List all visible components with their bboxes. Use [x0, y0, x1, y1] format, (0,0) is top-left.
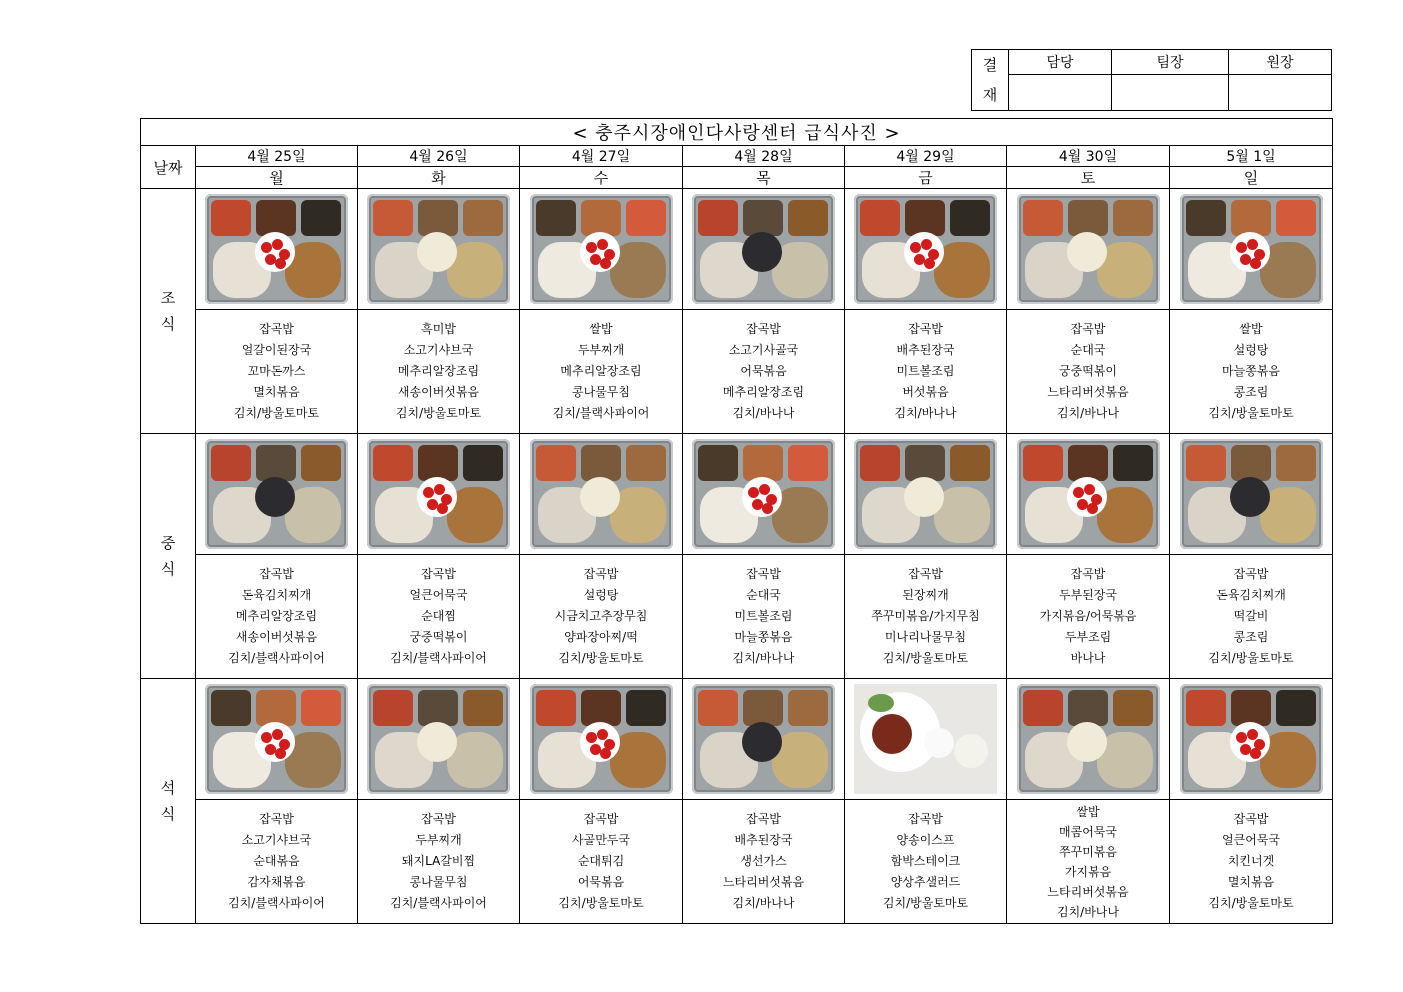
menu-item: 흑미밥	[421, 322, 456, 336]
menu-item: 김치/바나나	[1056, 904, 1119, 919]
menu-item: 쌀밥	[589, 322, 613, 336]
meal-photo-cell	[1007, 189, 1170, 310]
menu-item: 가지볶음/어묵볶음	[1039, 609, 1137, 623]
meal-photo	[367, 194, 510, 304]
menu-item: 어묵볶음	[577, 875, 625, 889]
meal-menu-cell	[358, 310, 520, 434]
approval-side-label	[972, 50, 1009, 111]
menu-item: 떡갈비	[1233, 609, 1269, 623]
menu-item: 김치/방울토마토	[1208, 896, 1294, 910]
meal-photo	[367, 684, 510, 794]
meal-photo-cell	[1170, 434, 1333, 555]
menu-item: 마늘쫑볶음	[734, 630, 793, 644]
menu-item: 콩조림	[1233, 385, 1269, 399]
menu-item: 가지볶음	[1064, 864, 1112, 879]
menu-item: 잡곡밥	[746, 322, 781, 336]
day-date: 4월 29일	[845, 146, 1007, 167]
approval-sign-manager	[1009, 75, 1112, 111]
menu-item: 김치/방울토마토	[558, 896, 644, 910]
meal-photo	[205, 684, 348, 794]
menu-item: 두부찌개	[415, 833, 462, 847]
meal-photo-cell	[196, 434, 358, 555]
menu-item: 김치/바나나	[1056, 406, 1119, 420]
menu-item: 미트볼조림	[896, 364, 955, 378]
meal-photo-table	[140, 118, 1333, 924]
menu-item: 시금치고추장무침	[554, 609, 648, 623]
menu-item: 잡곡밥	[1070, 567, 1106, 581]
menu-item: 잡곡밥	[259, 567, 294, 581]
approval-box	[971, 49, 1332, 111]
menu-item: 순대튀김	[577, 854, 625, 868]
menu-item: 잡곡밥	[259, 322, 294, 336]
meal-photo	[854, 684, 997, 794]
meal-menu-cell	[683, 555, 845, 679]
menu-item: 매콤어묵국	[1059, 824, 1117, 839]
meal-menu-cell	[845, 800, 1007, 924]
menu-item: 어묵볶음	[740, 364, 787, 378]
menu-item: 김치/블랙사파이어	[228, 896, 325, 910]
menu-item: 양상추샐러드	[890, 875, 961, 889]
menu-item: 버섯볶음	[902, 385, 949, 399]
meal-photo-cell	[845, 434, 1007, 555]
day-of-week: 수	[520, 167, 683, 189]
meal-photo	[1017, 439, 1160, 549]
meal-photo	[1180, 439, 1323, 549]
meal-photo	[692, 194, 835, 304]
menu-item: 멸치볶음	[253, 385, 300, 399]
menu-item: 양송이스프	[896, 833, 955, 847]
meal-photo-cell	[1170, 679, 1333, 800]
menu-item: 김치/방울토마토	[395, 406, 482, 420]
day-of-week: 토	[1007, 167, 1170, 189]
meal-menu-cell	[683, 310, 845, 434]
menu-item: 새송이버섯볶음	[397, 385, 480, 399]
meal-label-char-2: 식	[160, 560, 176, 578]
menu-item: 설렁탕	[1233, 343, 1269, 357]
meal-photo	[1017, 194, 1160, 304]
menu-item: 된장찌개	[902, 588, 949, 602]
day-date: 4월 25일	[196, 146, 358, 167]
menu-item: 돈육김치찌개	[241, 588, 312, 602]
meal-menu-cell	[520, 310, 683, 434]
meal-label-char-1: 중	[160, 534, 176, 552]
menu-item: 잡곡밥	[583, 567, 619, 581]
menu-item: 생선가스	[740, 854, 787, 868]
menu-item: 새송이버섯볶음	[235, 630, 318, 644]
approval-sign-director	[1229, 75, 1332, 111]
meal-photo-cell	[845, 189, 1007, 310]
meal-menu-cell	[1170, 555, 1333, 679]
meal-photo-cell	[520, 679, 683, 800]
day-date: 4월 30일	[1007, 146, 1170, 167]
meal-photo-cell	[196, 189, 358, 310]
meal-menu-cell	[358, 555, 520, 679]
menu-item: 순대볶음	[253, 854, 300, 868]
menu-item: 멸치볶음	[1227, 875, 1275, 889]
meal-menu-cell	[358, 800, 520, 924]
menu-item: 김치/블랙사파이어	[228, 651, 325, 665]
day-date: 4월 26일	[358, 146, 520, 167]
meal-menu-cell	[196, 555, 358, 679]
menu-item: 김치/방울토마토	[1208, 406, 1294, 420]
menu-item: 순대국	[746, 588, 781, 602]
approval-header-team-lead: 팀장	[1112, 50, 1229, 75]
meal-photo	[854, 194, 997, 304]
approval-side-label-1: 결	[982, 56, 998, 74]
menu-item: 미나리나물무침	[884, 630, 967, 644]
meal-photo	[530, 439, 673, 549]
menu-item: 잡곡밥	[1233, 812, 1269, 826]
menu-item: 잡곡밥	[908, 812, 943, 826]
meal-photo-cell	[683, 679, 845, 800]
meal-label-char-1: 조	[160, 289, 176, 307]
menu-item: 미트볼조림	[734, 609, 793, 623]
approval-header-director: 원장	[1229, 50, 1332, 75]
meal-photo-cell	[358, 434, 520, 555]
meal-menu-cell	[1170, 310, 1333, 434]
menu-item: 느타리버섯볶음	[1047, 884, 1129, 899]
date-label: 날짜	[141, 146, 196, 189]
menu-item: 김치/방울토마토	[882, 896, 969, 910]
menu-item: 메추리알장조림	[235, 609, 318, 623]
menu-item: 잡곡밥	[908, 567, 943, 581]
meal-menu-cell	[845, 310, 1007, 434]
menu-item: 김치/바나나	[732, 896, 795, 910]
menu-item: 쭈꾸미볶음/가지무침	[871, 609, 980, 623]
meal-label-char-2: 식	[160, 805, 176, 823]
meal-menu-cell	[196, 800, 358, 924]
menu-item: 쭈꾸미볶음	[1059, 844, 1117, 859]
menu-item: 치킨너겟	[1227, 854, 1275, 868]
meal-photo-cell	[845, 679, 1007, 800]
menu-item: 메추리알장조림	[397, 364, 480, 378]
meal-photo-cell	[520, 189, 683, 310]
meal-photo-cell	[520, 434, 683, 555]
meal-menu-cell	[520, 555, 683, 679]
menu-item: 양파장아찌/떡	[564, 630, 638, 644]
meal-photo	[530, 684, 673, 794]
menu-item: 김치/바나나	[732, 651, 795, 665]
menu-item: 감자채볶음	[247, 875, 306, 889]
menu-item: 마늘쫑볶음	[1222, 364, 1280, 378]
menu-item: 순대국	[1070, 343, 1106, 357]
day-of-week: 월	[196, 167, 358, 189]
meal-menu-cell	[196, 310, 358, 434]
menu-item: 느타리버섯볶음	[1047, 385, 1129, 399]
meal-label-char-1: 석	[160, 779, 176, 797]
meal-photo-cell	[1007, 679, 1170, 800]
menu-item: 얼큰어묵국	[1222, 833, 1280, 847]
meal-label	[141, 679, 196, 924]
meal-photo	[205, 439, 348, 549]
menu-item: 잡곡밥	[259, 812, 294, 826]
meal-menu-cell	[520, 800, 683, 924]
menu-item: 얼갈이된장국	[241, 343, 312, 357]
meal-menu-cell	[1007, 800, 1170, 924]
meal-photo	[1180, 684, 1323, 794]
day-of-week: 일	[1170, 167, 1333, 189]
menu-item: 김치/방울토마토	[882, 651, 969, 665]
menu-item: 잡곡밥	[746, 567, 781, 581]
menu-item: 궁중떡볶이	[409, 630, 468, 644]
menu-item: 두부된장국	[1059, 588, 1117, 602]
meal-photo	[1180, 194, 1323, 304]
meal-photo-cell	[358, 189, 520, 310]
menu-item: 잡곡밥	[583, 812, 619, 826]
menu-item: 쌀밥	[1076, 804, 1100, 819]
menu-item: 돈육김치찌개	[1216, 588, 1286, 602]
menu-item: 잡곡밥	[421, 567, 456, 581]
menu-item: 두부찌개	[577, 343, 625, 357]
day-date: 4월 28일	[683, 146, 845, 167]
menu-item: 잡곡밥	[746, 812, 781, 826]
menu-item: 잡곡밥	[1070, 322, 1106, 336]
meal-photo-cell	[1170, 189, 1333, 310]
menu-item: 김치/블랙사파이어	[390, 896, 487, 910]
menu-item: 순대찜	[421, 609, 456, 623]
menu-item: 잡곡밥	[1233, 567, 1269, 581]
menu-item: 배추된장국	[734, 833, 793, 847]
menu-item: 함박스테이크	[890, 854, 961, 868]
menu-item: 배추된장국	[896, 343, 955, 357]
menu-item: 메추리알장조림	[722, 385, 805, 399]
menu-item: 설렁탕	[583, 588, 619, 602]
meal-photo	[1017, 684, 1160, 794]
meal-menu-cell	[1170, 800, 1333, 924]
meal-photo-cell	[196, 679, 358, 800]
meal-menu-cell	[683, 800, 845, 924]
menu-item: 소고기샤브국	[403, 343, 474, 357]
day-of-week: 목	[683, 167, 845, 189]
menu-item: 김치/방울토마토	[233, 406, 320, 420]
meal-photo	[367, 439, 510, 549]
menu-item: 소고기사골국	[728, 343, 799, 357]
menu-item: 잡곡밥	[908, 322, 943, 336]
meal-photo	[205, 194, 348, 304]
meal-photo	[692, 439, 835, 549]
menu-item: 김치/블랙사파이어	[390, 651, 487, 665]
menu-item: 메추리알장조림	[560, 364, 642, 378]
menu-item: 돼지LA갈비찜	[401, 854, 476, 868]
menu-item: 바나나	[1070, 651, 1106, 665]
menu-item: 김치/방울토마토	[558, 651, 644, 665]
meal-photo-cell	[683, 434, 845, 555]
menu-item: 느타리버섯볶음	[722, 875, 805, 889]
page-title: < 충주시장애인다사랑센터 급식사진 >	[141, 119, 1333, 146]
menu-item: 김치/방울토마토	[1208, 651, 1294, 665]
menu-item: 두부조림	[1064, 630, 1112, 644]
meal-photo	[692, 684, 835, 794]
meal-menu-cell	[1007, 310, 1170, 434]
day-of-week: 금	[845, 167, 1007, 189]
meal-photo-cell	[683, 189, 845, 310]
meal-photo	[530, 194, 673, 304]
meal-label	[141, 434, 196, 679]
approval-header-manager: 담당	[1009, 50, 1112, 75]
menu-item: 김치/블랙사파이어	[552, 406, 650, 420]
meal-photo	[854, 439, 997, 549]
menu-item: 사골만두국	[572, 833, 630, 847]
menu-item: 얼큰어묵국	[409, 588, 468, 602]
menu-item: 김치/바나나	[732, 406, 795, 420]
menu-item: 콩나물무침	[572, 385, 630, 399]
meal-menu-cell	[845, 555, 1007, 679]
menu-item: 꼬마돈까스	[247, 364, 306, 378]
meal-label	[141, 189, 196, 434]
menu-item: 쌀밥	[1239, 322, 1263, 336]
meal-photo-cell	[1007, 434, 1170, 555]
meal-label-char-2: 식	[160, 315, 176, 333]
menu-item: 콩나물무침	[409, 875, 468, 889]
meal-photo-cell	[358, 679, 520, 800]
menu-item: 소고기샤브국	[241, 833, 312, 847]
menu-item: 궁중떡볶이	[1059, 364, 1117, 378]
approval-side-label-2: 재	[982, 86, 998, 104]
day-of-week: 화	[358, 167, 520, 189]
menu-item: 김치/바나나	[894, 406, 957, 420]
meal-menu-cell	[1007, 555, 1170, 679]
menu-item: 콩조림	[1233, 630, 1269, 644]
day-date: 4월 27일	[520, 146, 683, 167]
menu-item: 잡곡밥	[421, 812, 456, 826]
approval-sign-team-lead	[1112, 75, 1229, 111]
day-date: 5월 1일	[1170, 146, 1333, 167]
